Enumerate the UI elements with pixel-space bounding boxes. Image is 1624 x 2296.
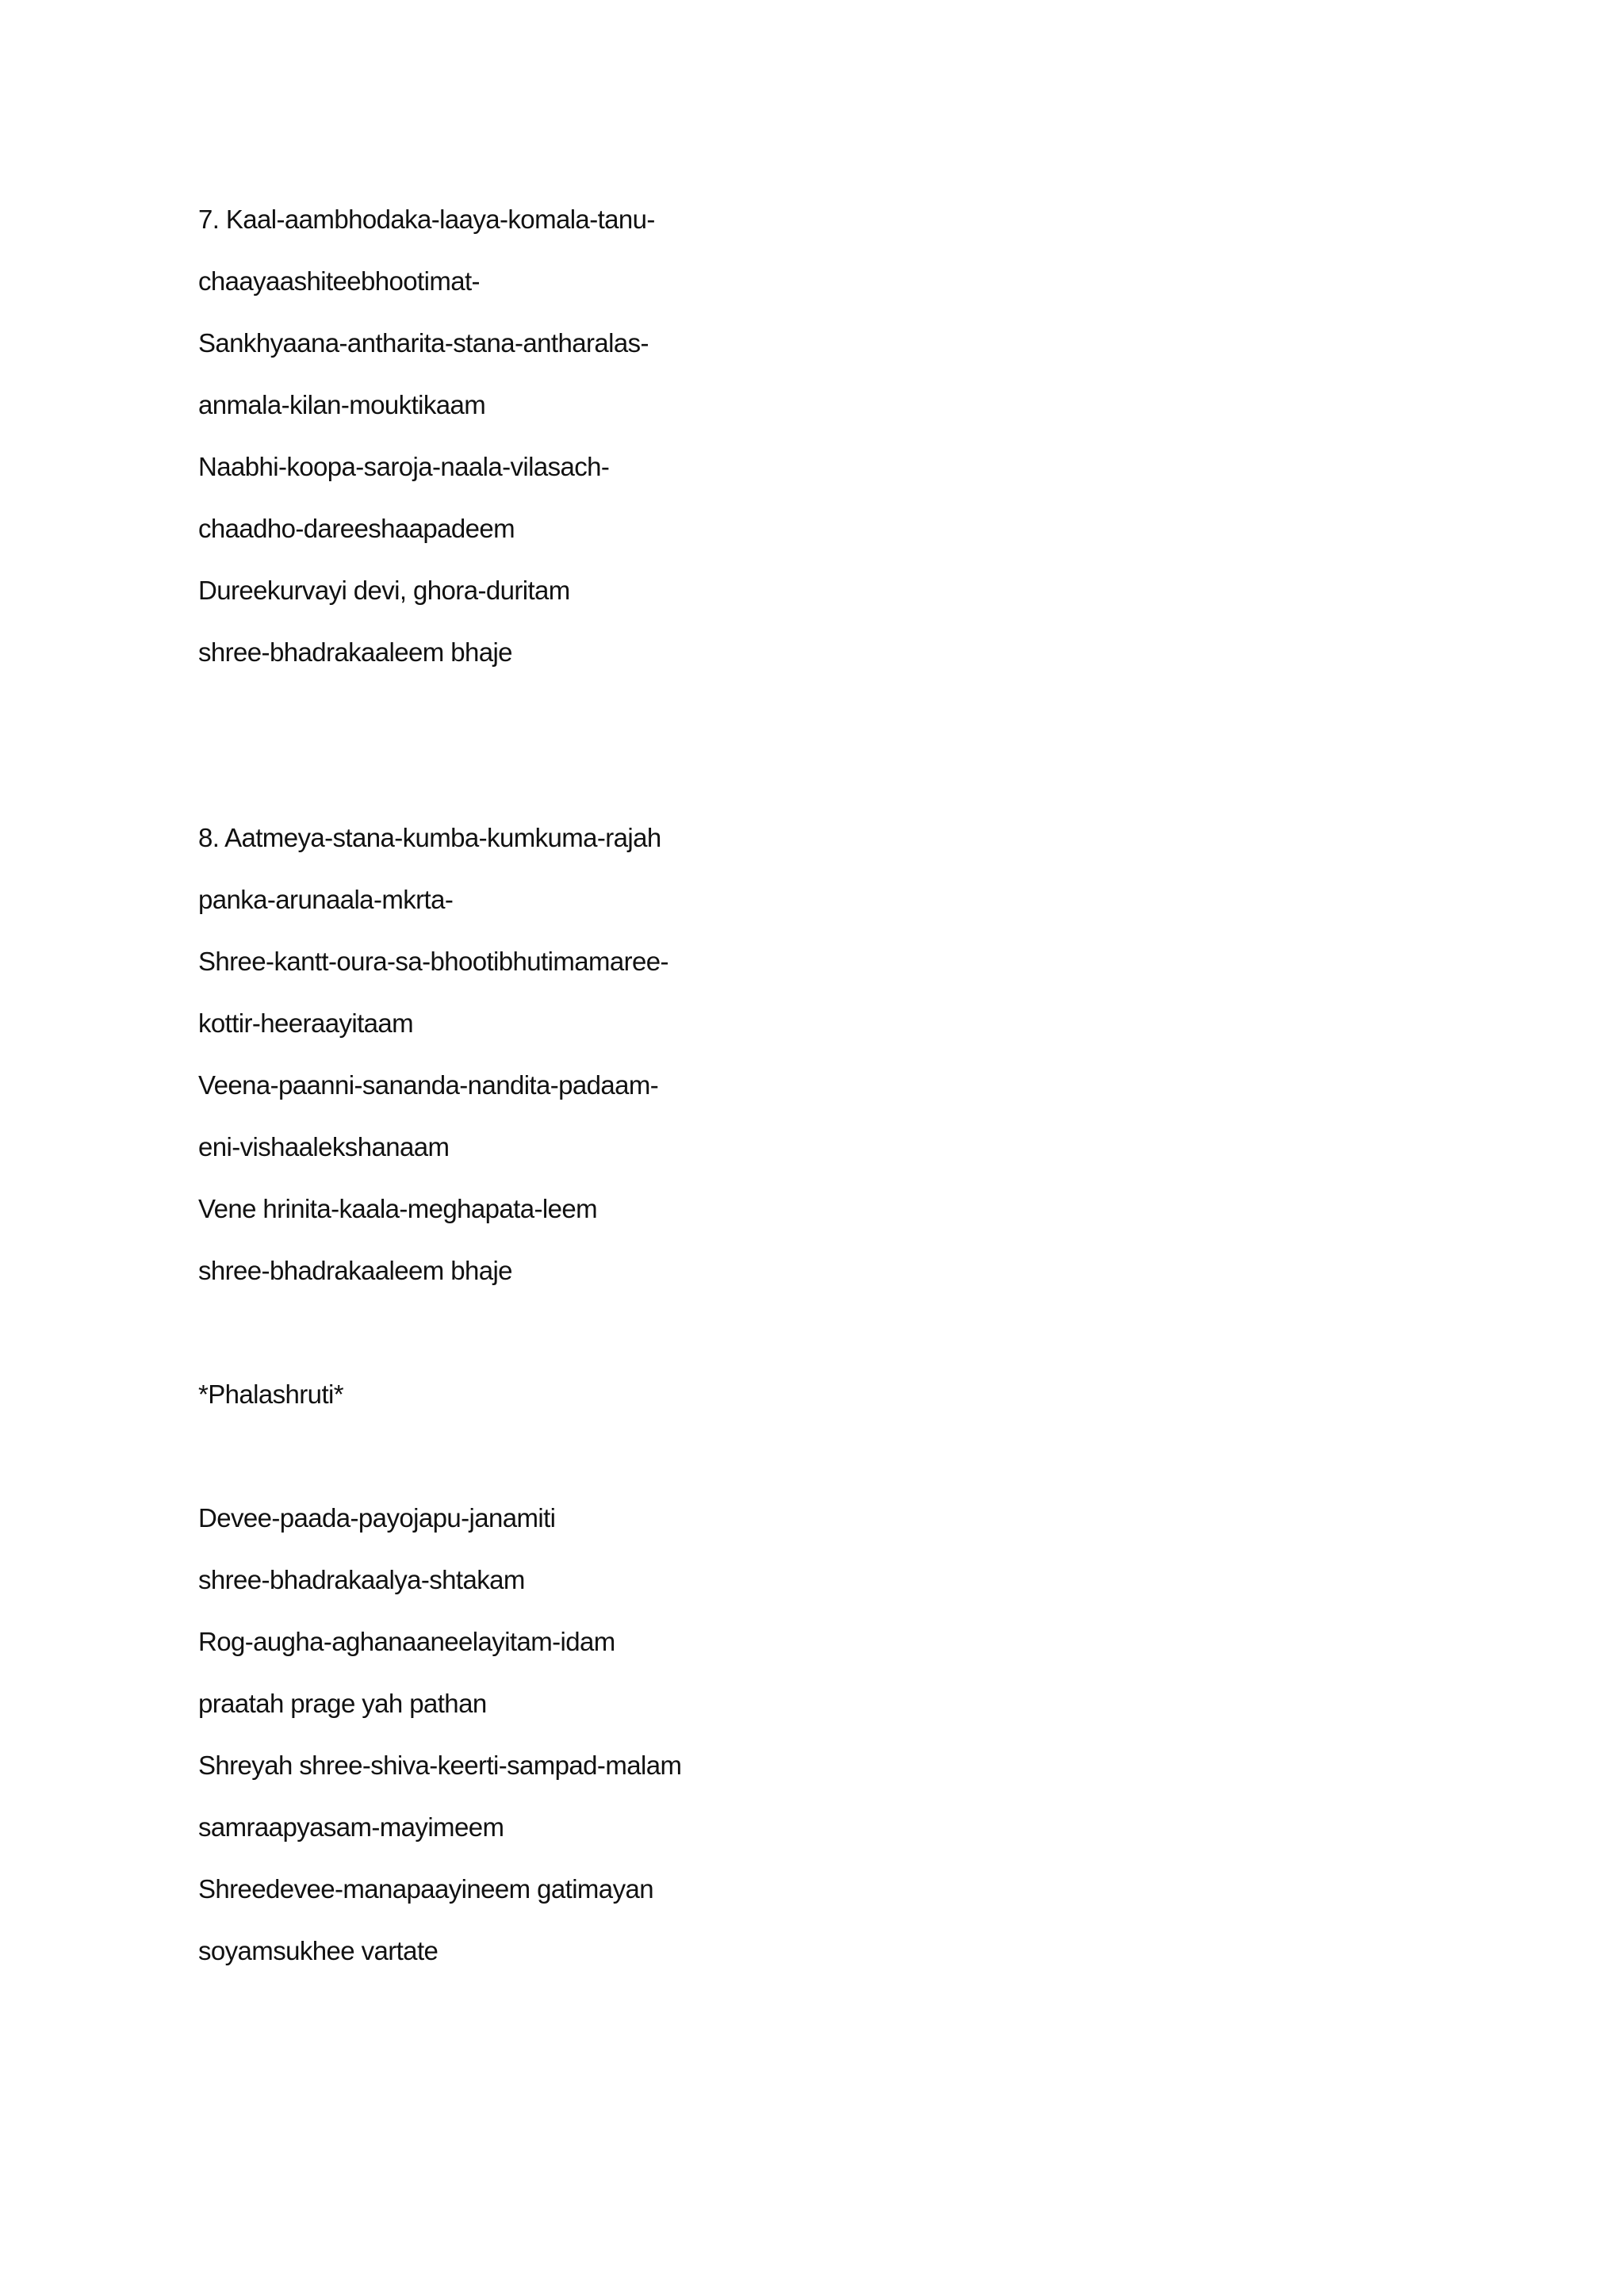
verse-line: anmala-kilan-mouktikaam: [198, 390, 486, 419]
verse-line: Veena-paanni-sananda-nandita-padaam-: [198, 1070, 659, 1100]
verse-line: chaadho-dareeshaapadeem: [198, 514, 515, 543]
verse-line: Rog-augha-aghanaaneelayitam-idam: [198, 1627, 615, 1656]
verse-line: panka-arunaala-mkrta-: [198, 885, 454, 914]
verse-line: Shreyah shree-shiva-keerti-sampad-malam: [198, 1751, 682, 1780]
section-heading-phalashruti: *Phalashruti*: [198, 1380, 343, 1409]
verse-line: eni-vishaalekshanaam: [198, 1132, 450, 1161]
verse-line: shree-bhadrakaaleem bhaje: [198, 1256, 512, 1285]
verse-line: Sankhyaana-antharita-stana-antharalas-: [198, 328, 649, 358]
verse-line: shree-bhadrakaalya-shtakam: [198, 1565, 525, 1594]
blank-line: [198, 1302, 1419, 1364]
verse-line: Dureekurvayi devi, ghora-duritam: [198, 576, 570, 605]
verse-line: chaayaashiteebhootimat-: [198, 266, 480, 296]
verse-line: 7. Kaal-aambhodaka-laaya-komala-tanu-: [198, 205, 655, 234]
verse-line: Naabhi-koopa-saroja-naala-vilasach-: [198, 452, 610, 481]
stanza-8: [198, 807, 1419, 1302]
phalashruti-verse: [198, 1487, 1419, 1982]
verse-line: shree-bhadrakaaleem bhaje: [198, 637, 512, 667]
blank-line: [198, 1425, 1419, 1487]
blank-line: [198, 745, 1419, 807]
verse-line: 8. Aatmeya-stana-kumba-kumkuma-rajah: [198, 823, 661, 852]
verse-line: soyamsukhee vartate: [198, 1936, 439, 1965]
document-body: [198, 189, 1419, 1982]
verse-line: kottir-heeraayitaam: [198, 1008, 414, 1038]
verse-line: samraapyasam-mayimeem: [198, 1812, 504, 1842]
verse-line: Vene hrinita-kaala-meghapata-leem: [198, 1194, 598, 1223]
verse-line: Shree-kantt-oura-sa-bhootibhutimamaree-: [198, 947, 668, 976]
stanza-7: [198, 189, 1419, 683]
blank-line: [198, 683, 1419, 745]
verse-line: Shreedevee-manapaayineem gatimayan: [198, 1874, 653, 1904]
verse-line: praatah prage yah pathan: [198, 1689, 487, 1718]
verse-line: Devee-paada-payojapu-janamiti: [198, 1503, 556, 1533]
